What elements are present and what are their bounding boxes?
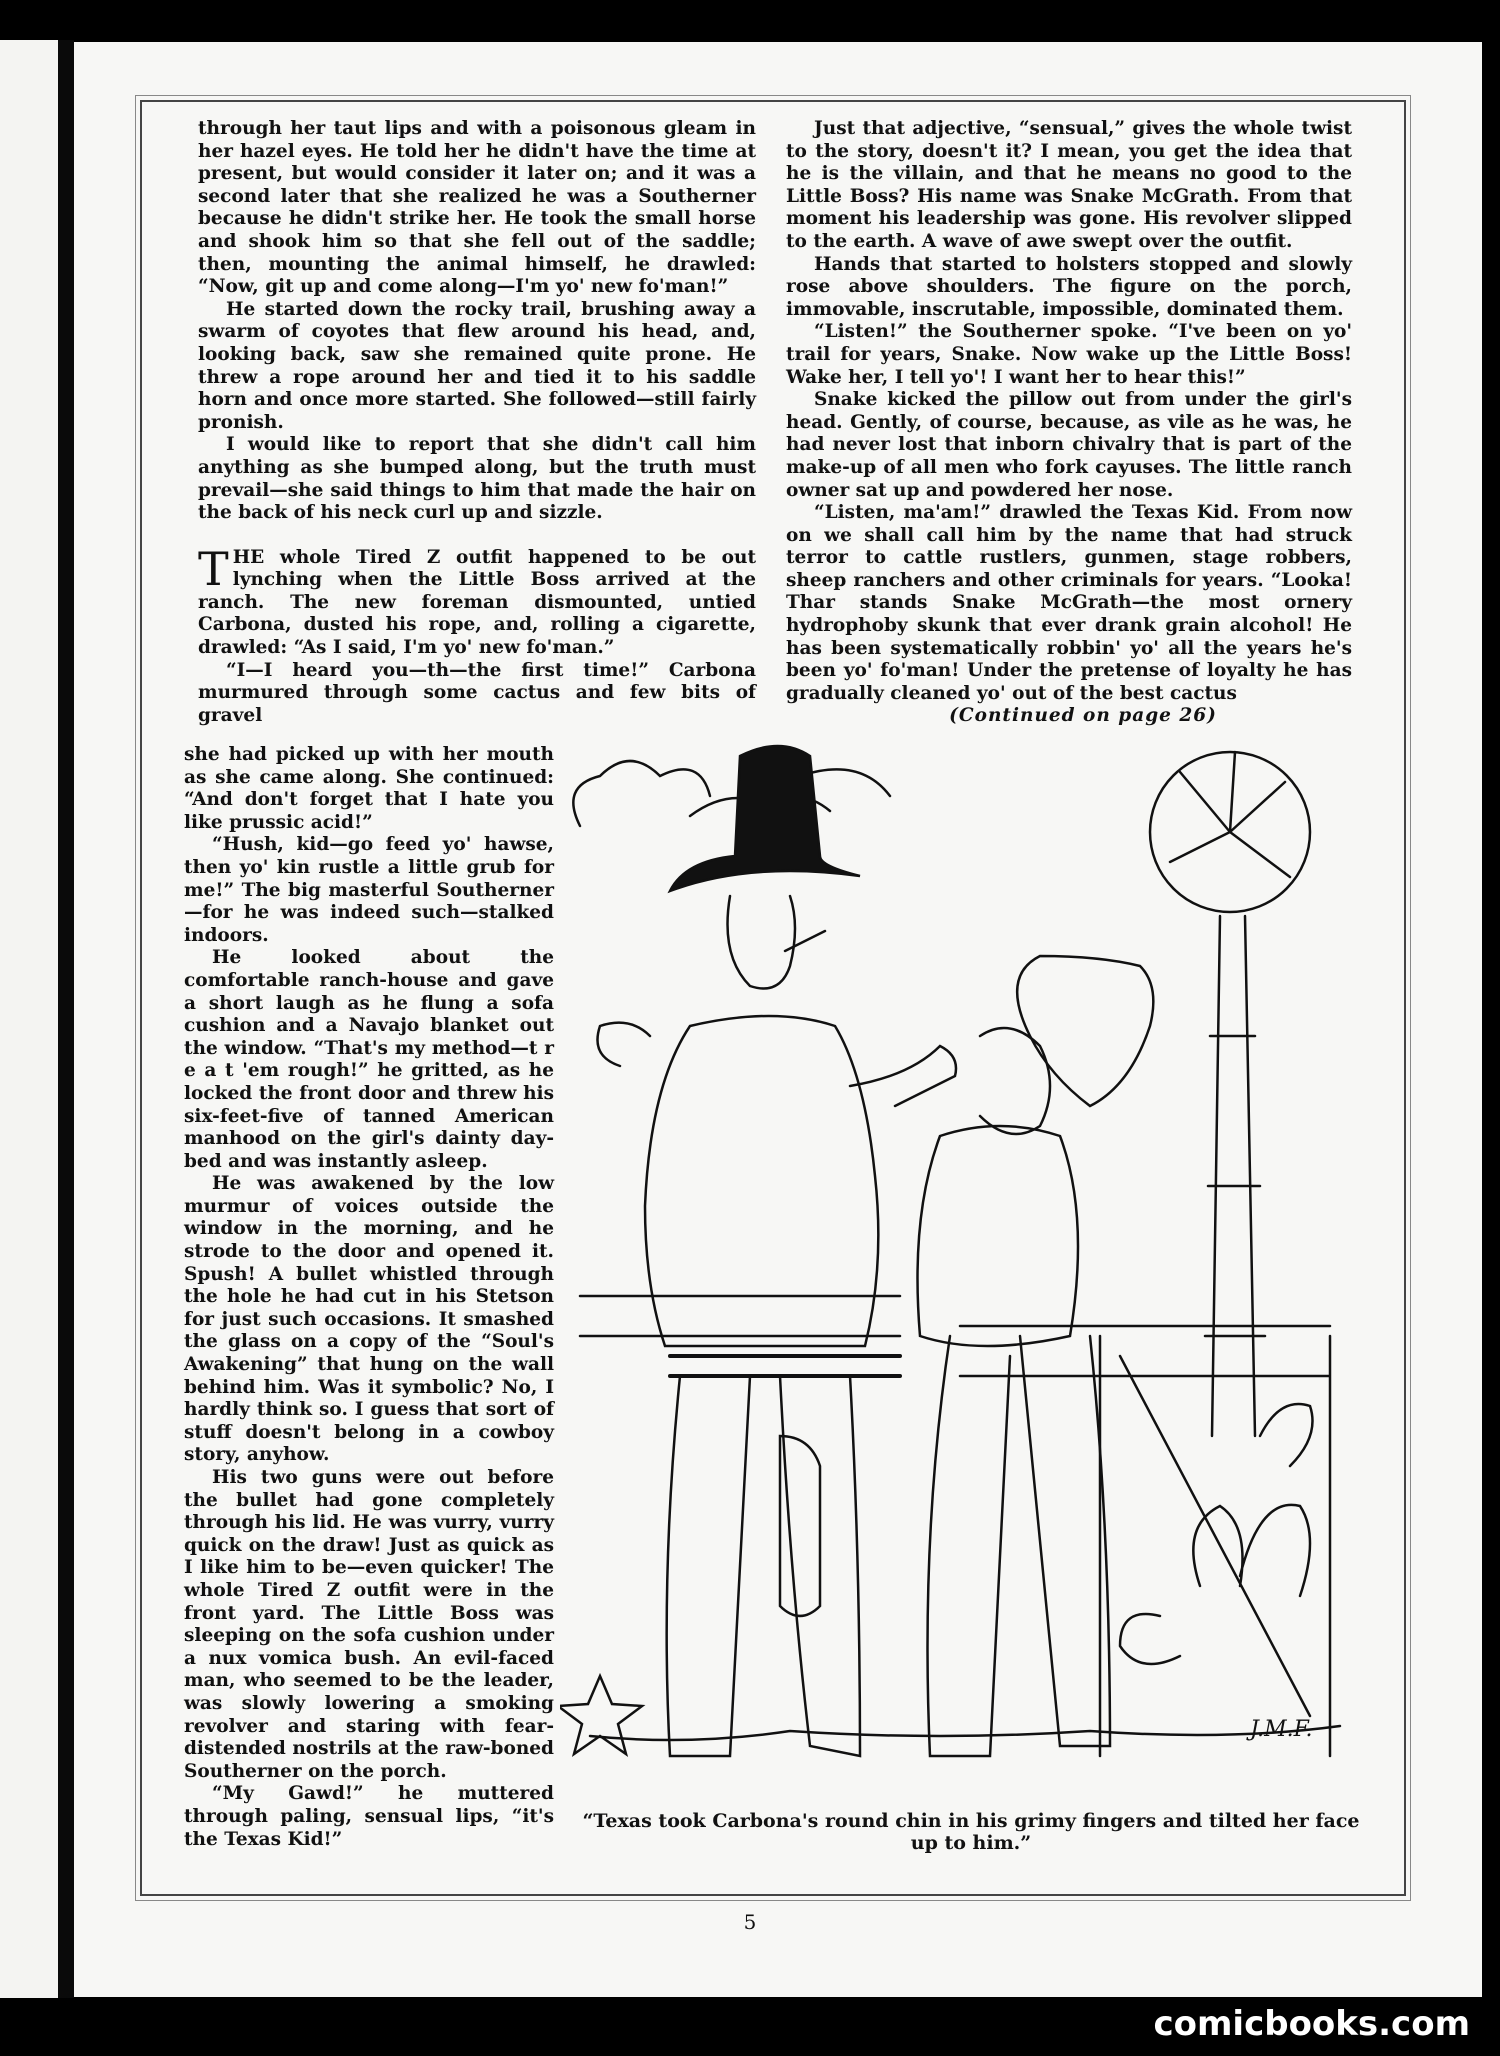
paragraph: He was awakened by the low murmur of voices outside the window in the morning, and he strode to the door and opened it. Spush! A bullet whistled through the hole he had cut in his Stetson for just such occasions. It smashed the glass on a copy of the “Soul's Awakening” that hung on the wall behind him. Was it symbolic? No, I hardly think so. I guess that sort of stuff doesn't belong in a cowboy story, anyhow. (184, 1173, 554, 1466)
paragraph: through her taut lips and with a poisonous gleam in her hazel eyes. He told her he didn't have the time at present, but would consider it later on; and it was a second later that she realized he was a Southerner because he didn't strike her. He took the small horse and shook him so that she fell out of the saddle; then, mounting the animal himself, he drawled: “Now, git up and come along—I'm yo' new fo'man!” (198, 118, 756, 298)
illustration-caption: “Texas took Carbona's round chin in his grimy fingers and tilted her face up to him.” (582, 1810, 1360, 1854)
girl-torso (918, 1126, 1079, 1346)
paragraph: His two guns were out before the bullet had gone completely through his lid. He was vurry, vurry quick on the draw! Just as quick as I like him to be—even quicker! The whole Tired Z outfit were in the front yard. The Little Boss was sleeping on the sofa cushion under a nux vomica bush. An evil-faced man, who seemed to be the leader, was slowly lowering a smoking revolver and staring with fear-distended nostrils at the raw-boned Southerner on the porch. (184, 1467, 554, 1782)
cowboy-arm (850, 1046, 956, 1106)
girl-head (980, 1028, 1050, 1134)
watermark: comicbooks.com (1153, 2004, 1470, 2044)
paragraph: “Hush, kid—go feed yo' hawse, then yo' kin rustle a little grub for me!” The big masterful Southerner—for he was indeed such—stalked indoors. (184, 834, 554, 946)
cowboy-head (728, 896, 796, 989)
page-number: 5 (743, 1910, 757, 1934)
star (560, 1676, 642, 1754)
girl-hat (1017, 956, 1153, 1106)
cowboy-hat (670, 746, 860, 891)
paragraph: Just that adjective, “sensual,” gives the whole twist to the story, doesn't it? I mean, you get the idea that he is the villain, and that he means no good to the Little Boss? His name was Snake McGrath. From that moment his leadership was gone. His revolver slipped to the earth. A wave of awe swept over the outfit. (786, 118, 1352, 252)
book-gutter (58, 40, 74, 1998)
paragraph: Snake kicked the pillow out from under the girl's head. Gently, of course, because, as vile as he was, he had never lost that inborn chivalry that is part of the make-up of all men who fork cayuses. The little ranch owner sat up and powdered her nose. (786, 389, 1352, 501)
smoke (598, 1023, 651, 1066)
illustration (560, 736, 1380, 1802)
cigarette (785, 931, 825, 951)
fence (580, 1296, 1330, 1756)
paragraph: “My Gawd!” he muttered through paling, sensual lips, “it's the Texas Kid!” (184, 1783, 554, 1850)
paragraph: she had picked up with her mouth as she came along. She continued: “And don't forget that I hate you like prussic acid!” (184, 744, 554, 833)
paragraph: “Listen!” the Southerner spoke. “I've been on yo' trail for years, Snake. Now wake up the Little Boss! Wake her, I tell yo'! I want her to hear this!” (786, 321, 1352, 388)
windmill-tower (1205, 916, 1265, 1436)
left-column-top (198, 118, 756, 727)
paragraph: “Listen, ma'am!” drawled the Texas Kid. From now on we shall call him by the name that had struck terror to cattle rustlers, gunmen, stage robbers, sheep ranchers and other criminals for years. “Looka! Thar stands Snake McGrath—the most ornery hydrophoby skunk that ever drank grain alcohol! He has been systematically robbin' yo' all the years he's been yo' fo'man! Under the pretense of loyalty he has gradually cleaned yo' out of the best cactus (786, 502, 1352, 704)
left-column-narrow (184, 744, 554, 1851)
right-column (786, 118, 1352, 728)
signature: J.M.F. (1250, 1717, 1313, 1742)
paragraph: I would like to report that she didn't call him anything as she bumped along, but the truth must prevail—she said things to him that made the hair on the back of his neck curl up and sizzle. (198, 434, 756, 524)
drop-cap: T (198, 541, 229, 596)
paragraph: “I—I heard you—th—the first time!” Carbona murmured through some cactus and few bits of gravel (198, 659, 756, 726)
ground (590, 1726, 1340, 1740)
dropcap-paragraph-text: HE whole Tired Z outfit happened to be out lynching when the Little Boss arrived at the ranch. The new foreman dismounted, untied Carbona, dusted his rope, and, rolling a cigarette, drawled: “As I said, I'm yo' new fo'man.” (198, 546, 756, 659)
girl-chaps (928, 1336, 1111, 1756)
paragraph: Hands that started to holsters stopped and slowly rose above shoulders. The figure on the porch, immovable, inscrutable, impossible, dominated them. (786, 253, 1352, 320)
cowboy-legs (667, 1376, 860, 1756)
cowboy-belt (670, 1356, 900, 1376)
cactus (1120, 1404, 1313, 1664)
dropcap-paragraph (198, 541, 756, 660)
continued-note: (Continued on page 26) (949, 705, 1217, 727)
paragraph: He looked about the comfortable ranch-house and gave a short laugh as he flung a sofa cushion and a Navajo blanket out the window. “That's my method—t r e a t 'em rough!” he gritted, as he locked the front door and threw his six-feet-five of tanned American manhood on the girl's dainty day-bed and was instantly asleep. (184, 947, 554, 1172)
adjacent-page-edge (0, 40, 58, 1998)
paragraph: He started down the rocky trail, brushing away a swarm of coyotes that flew around his head, and, looking back, saw she remained quite prone. He threw a rope around her and tied it to his saddle horn and once more started. She followed—still fairly pronish. (198, 298, 756, 433)
